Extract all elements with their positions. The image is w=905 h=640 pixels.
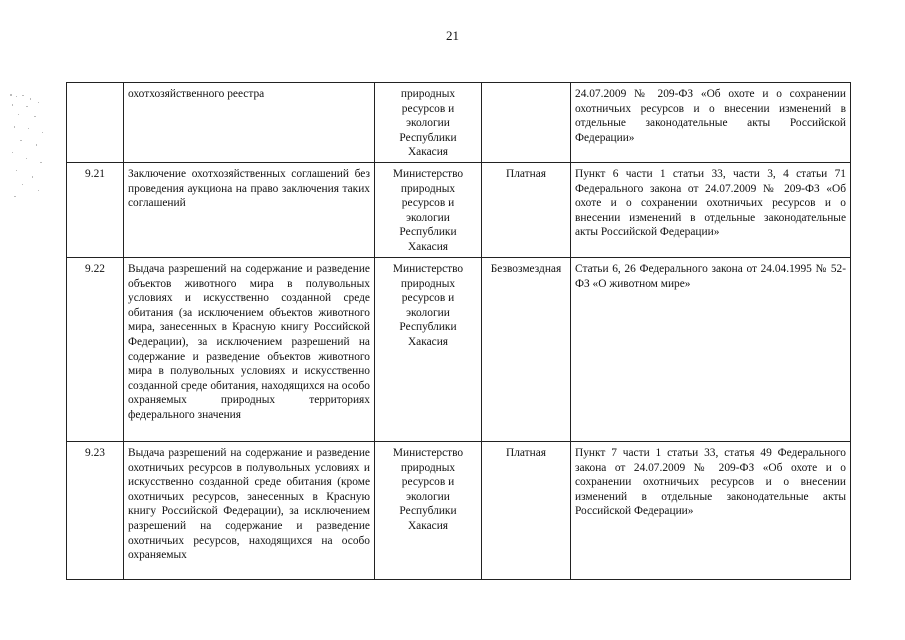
- table-row: [67, 83, 851, 163]
- legal-basis: Пункт 6 части 1 статьи 33, части 3, 4 статьи 71 Федерального закона от 24.07.2009 № 209-ФЗ «Об охоте и о сохранении охотничьих ресурсов и о внесении изменений в отдельные законодательные акты Российской Федерации»: [571, 162, 851, 257]
- responsible-org: Министерство природных ресурсов и экологии Республики Хакасия: [375, 162, 482, 257]
- scan-artifact: [8, 92, 48, 202]
- legal-basis: Пункт 7 части 1 статьи 33, статья 49 Федерального закона от 24.07.2009 № 209-ФЗ «Об охоте и о сохранении охотничьих ресурсов и о внесении изменений в отдельные законодательные акты Российской Федерации»: [571, 441, 851, 579]
- page-number: 21: [446, 28, 459, 43]
- row-number: 9.22: [67, 257, 124, 441]
- service-name: охотхозяйственного реестра: [124, 83, 375, 163]
- row-number: 9.23: [67, 441, 124, 579]
- payment-type: Платная: [482, 162, 571, 257]
- responsible-org: Министерство природных ресурсов и экологии Республики Хакасия: [375, 441, 482, 579]
- payment-type: Платная: [482, 441, 571, 579]
- services-table: [66, 82, 851, 580]
- table-row: [67, 257, 851, 441]
- table-row: [67, 162, 851, 257]
- table-row: [67, 441, 851, 579]
- responsible-org: природных ресурсов и экологии Республики Хакасия: [375, 83, 482, 163]
- legal-basis: Статьи 6, 26 Федерального закона от 24.04.1995 № 52-ФЗ «О животном мире»: [571, 257, 851, 441]
- service-name: Заключение охотхозяйственных соглашений без проведения аукциона на право заключения таких соглашений: [124, 162, 375, 257]
- row-number: [67, 83, 124, 163]
- row-number: 9.21: [67, 162, 124, 257]
- payment-type: Безвозмездная: [482, 257, 571, 441]
- legal-basis: 24.07.2009 № 209-ФЗ «Об охоте и о сохранении охотничьих ресурсов и о внесении изменений в отдельные законодательные акты Российской Федерации»: [571, 83, 851, 163]
- payment-type: [482, 83, 571, 163]
- service-name: Выдача разрешений на содержание и разведение объектов животного мира в полувольных условиях и искусственно созданной среде обитания (за исключением объектов животного мира, занесенных в Красную книгу Российской Федерации), за исключением разрешений на содержание и разведение объектов животного мира в полувольных условиях и искусственно созданной среде обитания, находящихся на особо охраняемых природных территориях федерального значения: [124, 257, 375, 441]
- responsible-org: Министерство природных ресурсов и экологии Республики Хакасия: [375, 257, 482, 441]
- service-name: Выдача разрешений на содержание и разведение охотничьих ресурсов в полувольных условиях и искусственно созданной среде обитания (кроме охотничьих ресурсов, занесенных в Красную книгу Российской Федерации), за исключением разрешений на содержание и разведение охотничьих ресурсов, находящихся на особо охраняемых: [124, 441, 375, 579]
